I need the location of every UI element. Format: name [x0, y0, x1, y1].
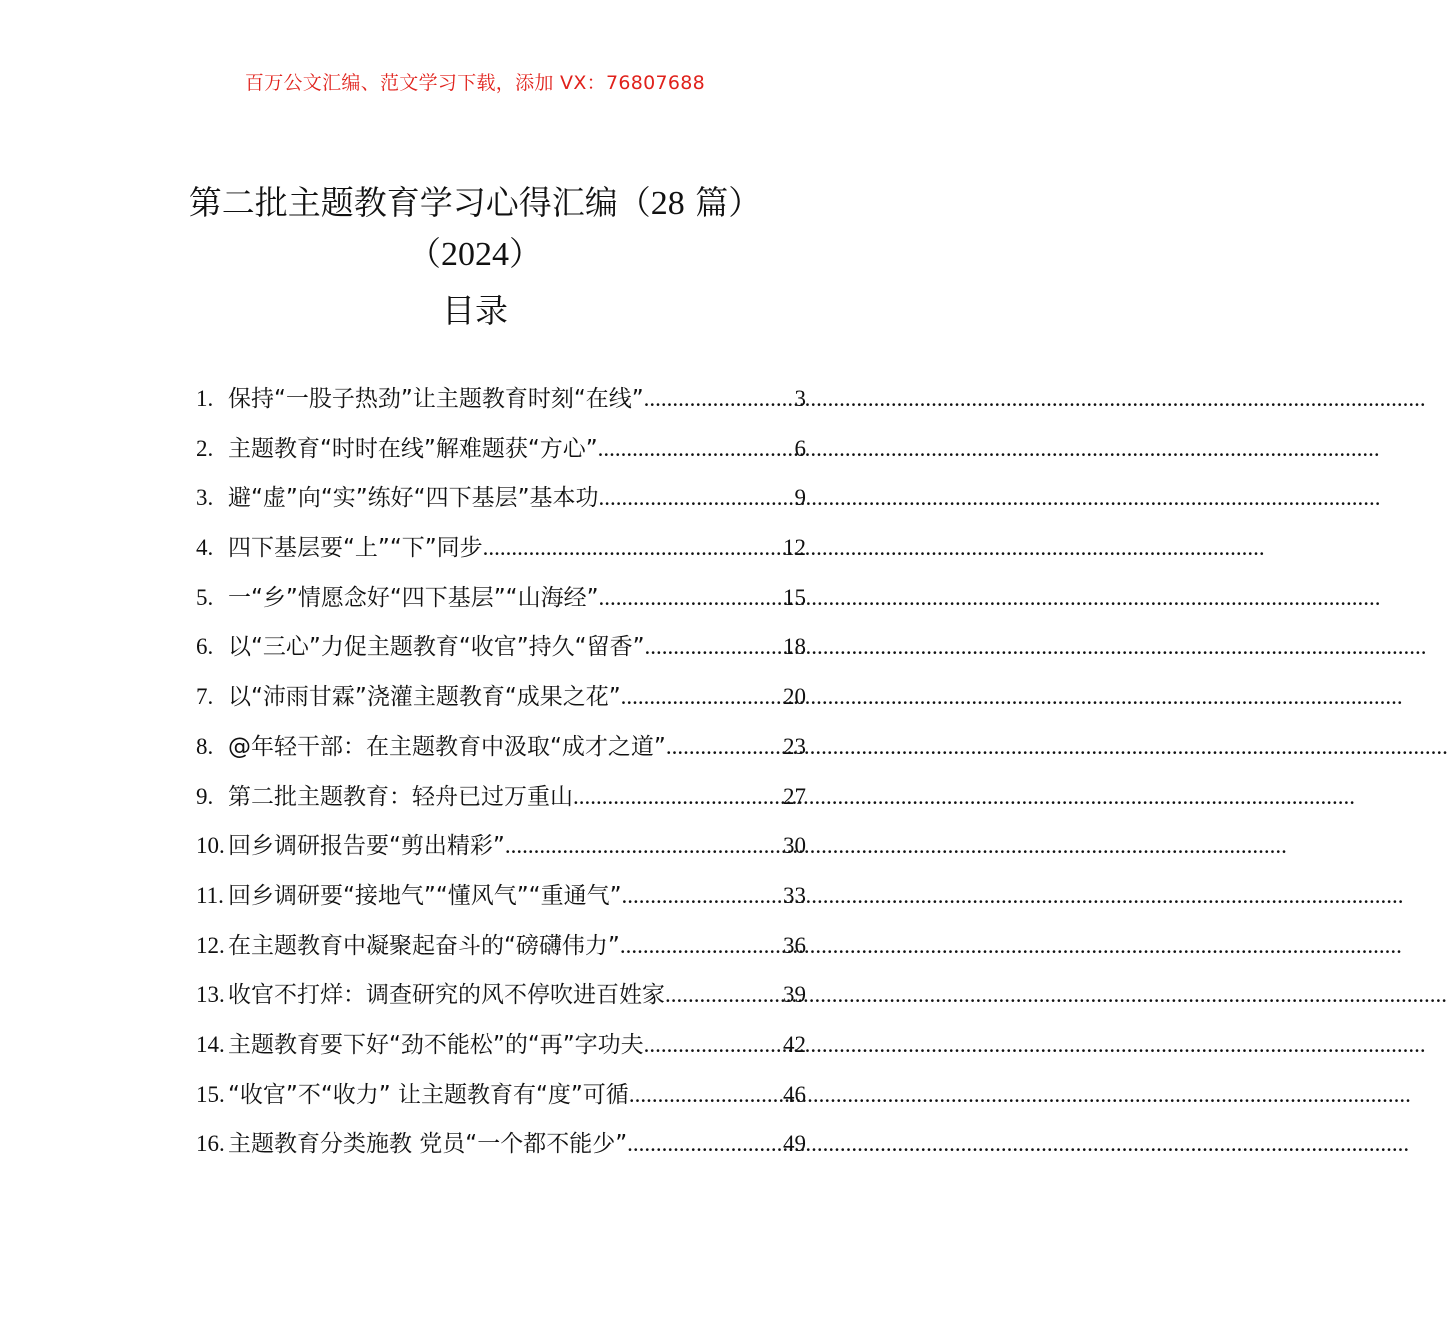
- toc-entry-title: 以“沛雨甘霖”浇灌主题教育“成果之花”: [228, 684, 621, 711]
- toc-entry[interactable]: [196, 827, 806, 877]
- toc-entry-leader: [573, 784, 783, 810]
- toc-entry[interactable]: [196, 380, 806, 430]
- toc-entry-page: 3: [794, 386, 806, 411]
- toc-entry-number: 3.: [196, 485, 214, 511]
- toc-entry[interactable]: [196, 976, 806, 1026]
- toc-entry[interactable]: [196, 1076, 806, 1126]
- year-open: （: [408, 234, 441, 273]
- toc-entry[interactable]: [196, 927, 806, 977]
- toc-entry-page: 12: [783, 535, 806, 561]
- toc-entry-title: 以“三心”力促主题教育“收官”持久“留香”: [228, 634, 645, 661]
- toc-entry-title: 在主题教育中凝聚起奋斗的“磅礴伟力”: [228, 932, 620, 959]
- toc-entry-title: 回乡调研报告要“剪出精彩”: [228, 833, 505, 860]
- toc-entry-leader: [622, 883, 784, 909]
- toc-entry-leader: [644, 1032, 783, 1058]
- title-block: [0, 178, 950, 338]
- toc-entry[interactable]: [196, 430, 806, 480]
- toc-entry-title: 收官不打烊：调查研究的风不停吹进百姓家: [228, 982, 665, 1009]
- toc-entry-title: @年轻干部：在主题教育中汲取“成才之道”: [228, 733, 666, 760]
- document-title: [0, 178, 950, 229]
- document-year: [0, 229, 950, 280]
- toc-entry-page: 36: [783, 932, 806, 958]
- toc-entry-page: 27: [783, 783, 806, 809]
- toc-entry-leader: [644, 386, 795, 412]
- toc-entry-number: 4.: [196, 535, 214, 561]
- toc-entry-leader: [599, 485, 795, 511]
- year-close: ）: [509, 234, 542, 273]
- toc-entry-page: 9: [794, 485, 806, 511]
- toc-entry[interactable]: [196, 678, 806, 728]
- header-banner: 百万公文汇编、范文学习下载，添加 VX：76807688: [244, 72, 706, 94]
- toc-entry-number: 14.: [196, 1031, 225, 1057]
- toc-entry-number: 12.: [196, 932, 225, 958]
- toc-entry-number: 6.: [196, 634, 214, 660]
- title-suffix: 篇）: [684, 183, 762, 222]
- toc-entry-title: 四下基层要“上”“下”同步: [228, 535, 483, 562]
- toc-entry-leader: [645, 634, 784, 660]
- toc-entry-title: 第二批主题教育：轻舟已过万重山: [228, 783, 573, 810]
- title-count: 28: [650, 185, 685, 222]
- toc-entry[interactable]: [196, 529, 806, 579]
- toc-entry-title: 保持“一股子热劲”让主题教育时刻“在线”: [228, 386, 644, 412]
- toc-entry-page: 42: [783, 1031, 806, 1057]
- toc-entry-page: 18: [783, 634, 806, 660]
- toc-entry-title: 主题教育要下好“劲不能松”的“再”字功夫: [228, 1031, 644, 1058]
- toc-entry-leader: [629, 1082, 783, 1108]
- toc-entry-leader: [665, 982, 783, 1008]
- toc-entry-page: 49: [783, 1131, 806, 1157]
- toc-entry-page: 30: [783, 833, 806, 859]
- toc-entry-number: 13.: [196, 982, 225, 1008]
- toc-entry[interactable]: [196, 728, 806, 778]
- toc-entry-page: 46: [783, 1081, 806, 1107]
- toc-entry-leader: [598, 436, 795, 462]
- toc-entry[interactable]: [196, 579, 806, 629]
- toc-entry-number: 16.: [196, 1131, 225, 1157]
- toc-entry[interactable]: [196, 628, 806, 678]
- toc-entry-title: 主题教育分类施教 党员“一个都不能少”: [228, 1131, 628, 1158]
- toc-entry-leader: [483, 535, 783, 561]
- toc-entry-leader: [599, 585, 784, 611]
- toc-entry[interactable]: [196, 778, 806, 828]
- toc-entry[interactable]: [196, 1125, 806, 1175]
- toc-entry-number: 1.: [196, 386, 214, 411]
- toc-entry-number: 11.: [196, 882, 224, 908]
- toc-entry-page: 39: [783, 982, 806, 1008]
- year-value: 2024: [441, 236, 509, 273]
- toc-entry-number: 8.: [196, 733, 214, 759]
- toc-entry[interactable]: [196, 877, 806, 927]
- toc-entry-title: “收官”不“收力” 让主题教育有“度”可循: [228, 1081, 629, 1108]
- toc-entry[interactable]: [196, 479, 806, 529]
- toc-entry-page: 33: [783, 882, 806, 908]
- toc-heading: 目录: [442, 291, 508, 330]
- toc-entry-page: 23: [783, 733, 806, 759]
- toc-entry-title: 回乡调研要“接地气”“懂风气”“重通气”: [228, 882, 622, 909]
- toc-entry-number: 10.: [196, 833, 225, 859]
- toc-entry-title: 主题教育“时时在线”解难题获“方心”: [228, 435, 598, 462]
- toc-entry-leader: [505, 833, 783, 859]
- toc-entry-title: 一“乡”情愿念好“四下基层”“山海经”: [228, 584, 599, 611]
- toc-entry-number: 15.: [196, 1081, 225, 1107]
- toc-entry-number: 2.: [196, 435, 214, 461]
- toc-entry-page: 20: [783, 684, 806, 710]
- toc-entry-number: 9.: [196, 783, 214, 809]
- toc-entry-number: 5.: [196, 584, 214, 610]
- toc-entry-number: 7.: [196, 684, 214, 710]
- toc-entry-leader: [627, 1131, 783, 1157]
- toc-entry-leader: [620, 933, 783, 959]
- toc-entry-title: 避“虚”向“实”练好“四下基层”基本功: [228, 485, 599, 512]
- title-prefix: 第二批主题教育学习心得汇编（: [188, 183, 651, 222]
- toc-entry-leader: [666, 734, 783, 760]
- toc-entry-page: 6: [794, 435, 806, 461]
- toc-entry-leader: [621, 684, 783, 710]
- table-of-contents: [196, 380, 806, 1175]
- toc-entry[interactable]: [196, 1026, 806, 1076]
- toc-entry-page: 15: [783, 584, 806, 610]
